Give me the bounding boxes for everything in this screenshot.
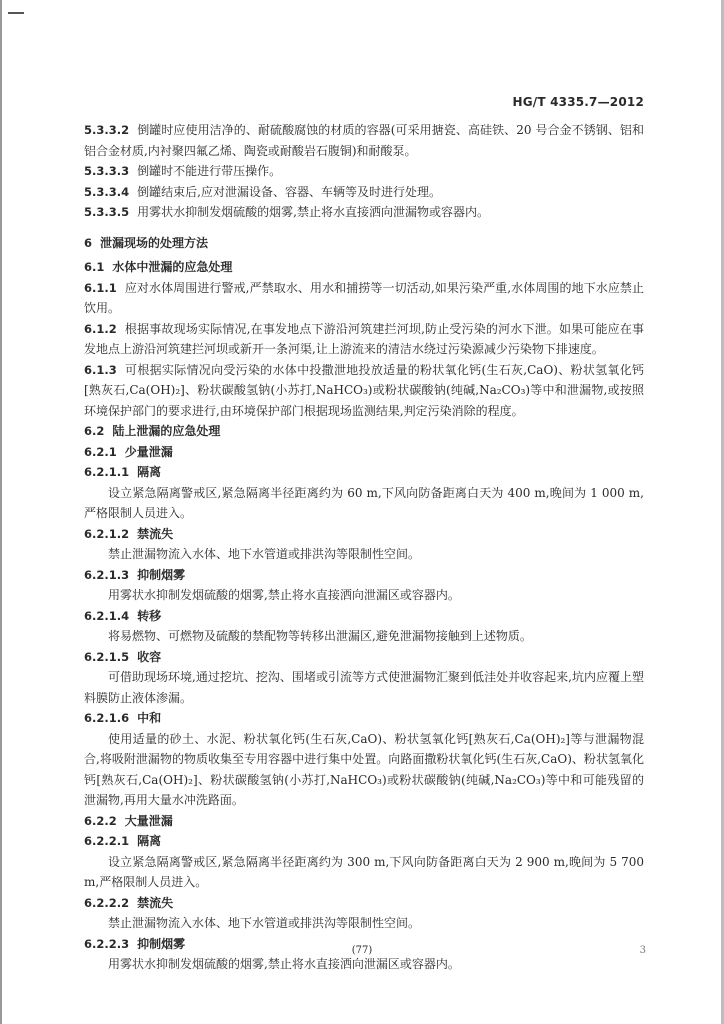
clause: 5.3.3.5 用雾状水抑制发烟硫酸的烟雾,禁止将水直接洒向泄漏物或容器内。 — [84, 205, 489, 219]
corner-mark — [8, 12, 24, 14]
item-heading: 6.2.2.3 抑制烟雾 — [84, 936, 186, 951]
subsection-heading: 6.2.2 大量泄漏 — [84, 813, 173, 828]
section-heading: 6.1 水体中泄漏的应急处理 — [84, 260, 233, 274]
corner-number: 3 — [639, 945, 646, 956]
clause: 6.1.1 应对水体周围进行警戒,严禁取水、用水和捕捞等一切活动,如果污染严重,水体周围的地下水应禁止饮用。 — [84, 280, 644, 315]
item-heading: 6.2.1.5 收容 — [84, 649, 162, 664]
item-text: 设立紧急隔离警戒区,紧急隔离半径距离约为 60 m,下风向防备距离白天为 400 m,晚间为 1 000 m,严格限制人员进入。 — [84, 485, 644, 520]
item-heading: 6.2.2.1 隔离 — [84, 834, 162, 848]
page-number: (77) — [351, 945, 373, 956]
standard-code: HG/T 4335.7—2012 — [512, 95, 644, 109]
clause: 6.1.3 可根据实际情况向受污染的水体中投撒泄地投放适量的粉状氧化钙(生石灰,CaO)、粉状氢氧化钙[熟灰石,Ca(OH)₂]、粉状碳酸氢钠(小苏打,NaHCO₃)或粉状碳酸钠(纯碱,Na₂CO₃)等中和泄漏物,或按照环境保护部门的要求进行,由环境保护部门根据现场监测结果,判定污染消除的程度。 — [84, 362, 644, 418]
section-heading: 6 泄漏现场的处理方法 — [84, 235, 209, 250]
item-text: 禁止泄漏物流入水体、地下水管道或排洪沟等限制性空间。 — [108, 916, 421, 930]
clause: 5.3.3.4 倒罐结束后,应对泄漏设备、容器、车辆等及时进行处理。 — [84, 184, 441, 199]
item-heading: 6.2.1.4 转移 — [84, 608, 162, 623]
item-heading: 6.2.1.2 禁流失 — [84, 526, 174, 541]
scan-left-edge — [0, 0, 2, 1024]
item-text: 可借助现场环境,通过挖坑、挖沟、围堵或引流等方式使泄漏物汇聚到低洼处并收容起来,坑内应覆上塑料膜防止液体渗漏。 — [84, 670, 644, 705]
clause: 5.3.3.3 倒罐时不能进行带压操作。 — [84, 164, 282, 178]
item-heading: 6.2.1.6 中和 — [84, 711, 162, 725]
item-text: 设立紧急隔离警戒区,紧急隔离半径距离约为 300 m,下风向防备距离白天为 2 900 m,晚间为 5 700 m,严格限制人员进入。 — [84, 854, 644, 889]
item-text: 禁止泄漏物流入水体、地下水管道或排洪沟等限制性空间。 — [108, 547, 421, 561]
item-heading: 6.2.2.2 禁流失 — [84, 895, 174, 910]
item-heading: 6.2.1.3 抑制烟雾 — [84, 567, 186, 582]
item-text: 用雾状水抑制发烟硫酸的烟雾,禁止将水直接洒向泄漏区或容器内。 — [108, 957, 460, 971]
clause: 6.1.2 根据事故现场实际情况,在事发地点下游沿河筑建拦河坝,防止受污染的河水下泄。如果可能应在事发地点上游沿河筑建拦河坝或新开一条河渠,让上游流来的清洁水绕过污染源减少污染物下排速度。 — [84, 321, 644, 356]
document-body — [84, 120, 644, 975]
subsection-heading: 6.2.1 少量泄漏 — [84, 444, 173, 459]
item-text: 使用适量的砂土、水泥、粉状氧化钙(生石灰,CaO)、粉状氢氧化钙[熟灰石,Ca(OH)₂]等与泄漏物混合,将吸附泄漏物的物质收集至专用容器中进行集中处置。向路面撒粉状氧化钙(生石灰,CaO)、粉状氢氧化钙[熟灰石,Ca(OH)₂]、粉状碳酸氢钠(小苏打,NaHCO₃)或粉状碳酸钠(纯碱,Na₂CO₃)等中和可能残留的泄漏物,再用大量水冲洗路面。 — [84, 731, 644, 807]
item-text: 将易燃物、可燃物及硫酸的禁配物等转移出泄漏区,避免泄漏物接触到上述物质。 — [108, 629, 532, 643]
item-text: 用雾状水抑制发烟硫酸的烟雾,禁止将水直接洒向泄漏区或容器内。 — [108, 588, 460, 602]
item-heading: 6.2.1.1 隔离 — [84, 465, 162, 479]
clause: 5.3.3.2 倒罐时应使用洁净的、耐硫酸腐蚀的材质的容器(可采用搪瓷、高硅铁、20 号合金不锈钢、铝和铝合金材质,内衬聚四氟乙烯、陶瓷或耐酸岩石腹铜)和耐酸泵。 — [84, 123, 644, 158]
section-heading: 6.2 陆上泄漏的应急处理 — [84, 424, 221, 438]
